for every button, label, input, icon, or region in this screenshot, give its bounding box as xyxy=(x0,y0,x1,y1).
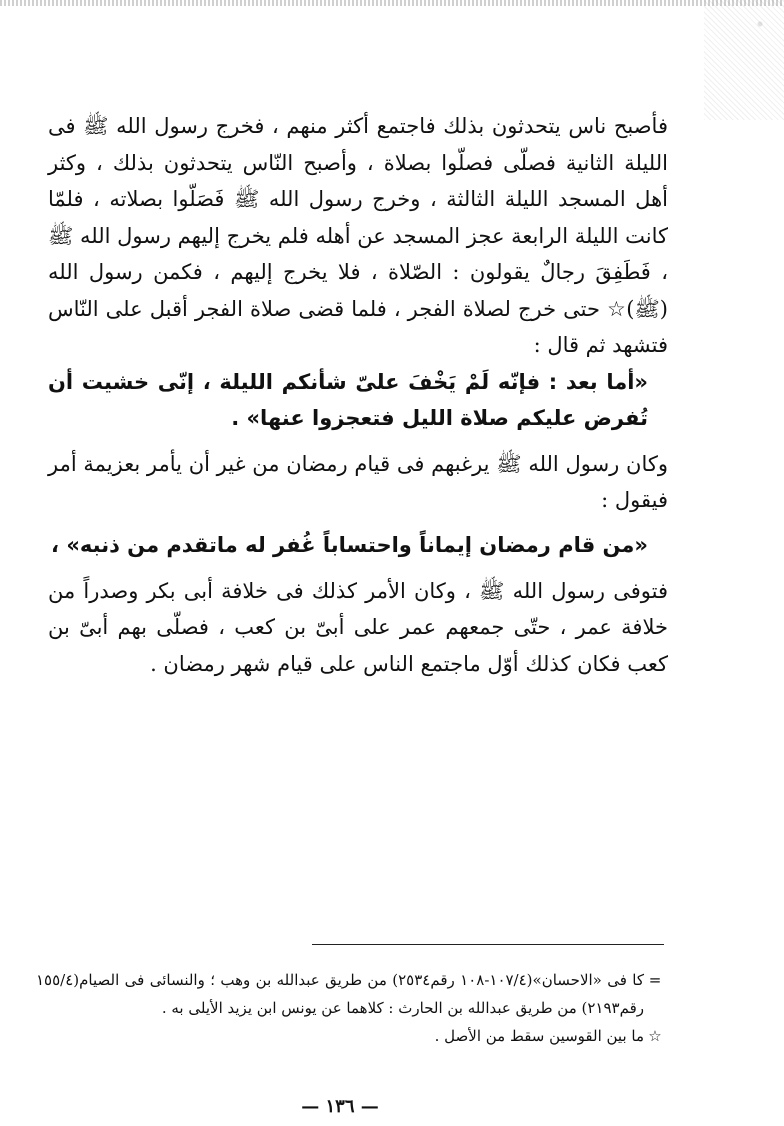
footnote-mark: = xyxy=(648,971,662,989)
footnote-text: كا فى «الاحسان»(١٠٧/٤-١٠٨ رقم٢٥٣٤) من طريق عبدالله بن وهب ؛ والنسائى فى الصيام(١٥٥/٤ رقم٢١٩٣) من طريق عبدالله بن الحارث : كلاهما عن يونس ابن يزيد الأيلى به . xyxy=(36,971,645,1017)
paragraph-3: فتوفى رسول الله ﷺ ، وكان الأمر كذلك فى خلافة أبى بكر وصدراً من خلافة عمر ، حتّى جمعهم عمر على أبىّ بن كعب ، فصلّى بهم أبىّ بن كعب فكان كذلك أوّل ماجتمع الناس على قيام شهر رمضان . xyxy=(48,578,668,676)
scan-edge-top xyxy=(0,0,784,6)
paragraph-2: وكان رسول الله ﷺ يرغبهم فى قيام رمضان من غير أن يأمر بعزيمة أمر فيقول : xyxy=(48,451,668,512)
hadith-quote-2: «من قام رمضان إيماناً واحتساباً غُفر له ماتقدم من ذنبه» ، xyxy=(51,532,648,557)
scan-noise-corner xyxy=(704,0,784,120)
main-text xyxy=(48,108,668,682)
footnote-continued xyxy=(36,966,666,1022)
footnotes xyxy=(36,966,666,1050)
star-mark-icon: ☆ xyxy=(648,1027,662,1045)
page-number: — ١٣٦ — xyxy=(301,1096,379,1117)
footnote-separator xyxy=(312,944,664,945)
hadith-quote-1: «أما بعد : فإنّه لَمْ يَخْفَ علىّ شأنكم الليلة ، إنّى خشيت أن تُفرض عليكم صلاة الليل فتعجزوا عنها» . xyxy=(48,369,648,430)
paragraph-1: فأصبح ناس يتحدثون بذلك فاجتمع أكثر منهم ، فخرج رسول الله ﷺ فى الليلة الثانية فصلّى فصلّوا بصلاة ، وأصبح النّاس يتحدثون بذلك ، وكثر أهل المسجد الليلة الثالثة ، وخرج رسول الله ﷺ فَصَلّوا بصلاته ، فلمّا كانت الليلة الرابعة عجز المسجد عن أهله فلم يخرج إليهم رسول الله ﷺ ، فَطَفِقَ رجالٌ يقولون : الصّلاة ، فلا يخرج إليهم ، فكمن رسول الله (ﷺ)☆ حتى خرج لصلاة الفجر ، فلما قضى صلاة الفجر أقبل على النّاس فتشهد ثم قال : xyxy=(48,114,668,357)
footnote-text: ما بين القوسين سقط من الأصل . xyxy=(434,1027,644,1045)
footnote-star xyxy=(36,1022,666,1050)
